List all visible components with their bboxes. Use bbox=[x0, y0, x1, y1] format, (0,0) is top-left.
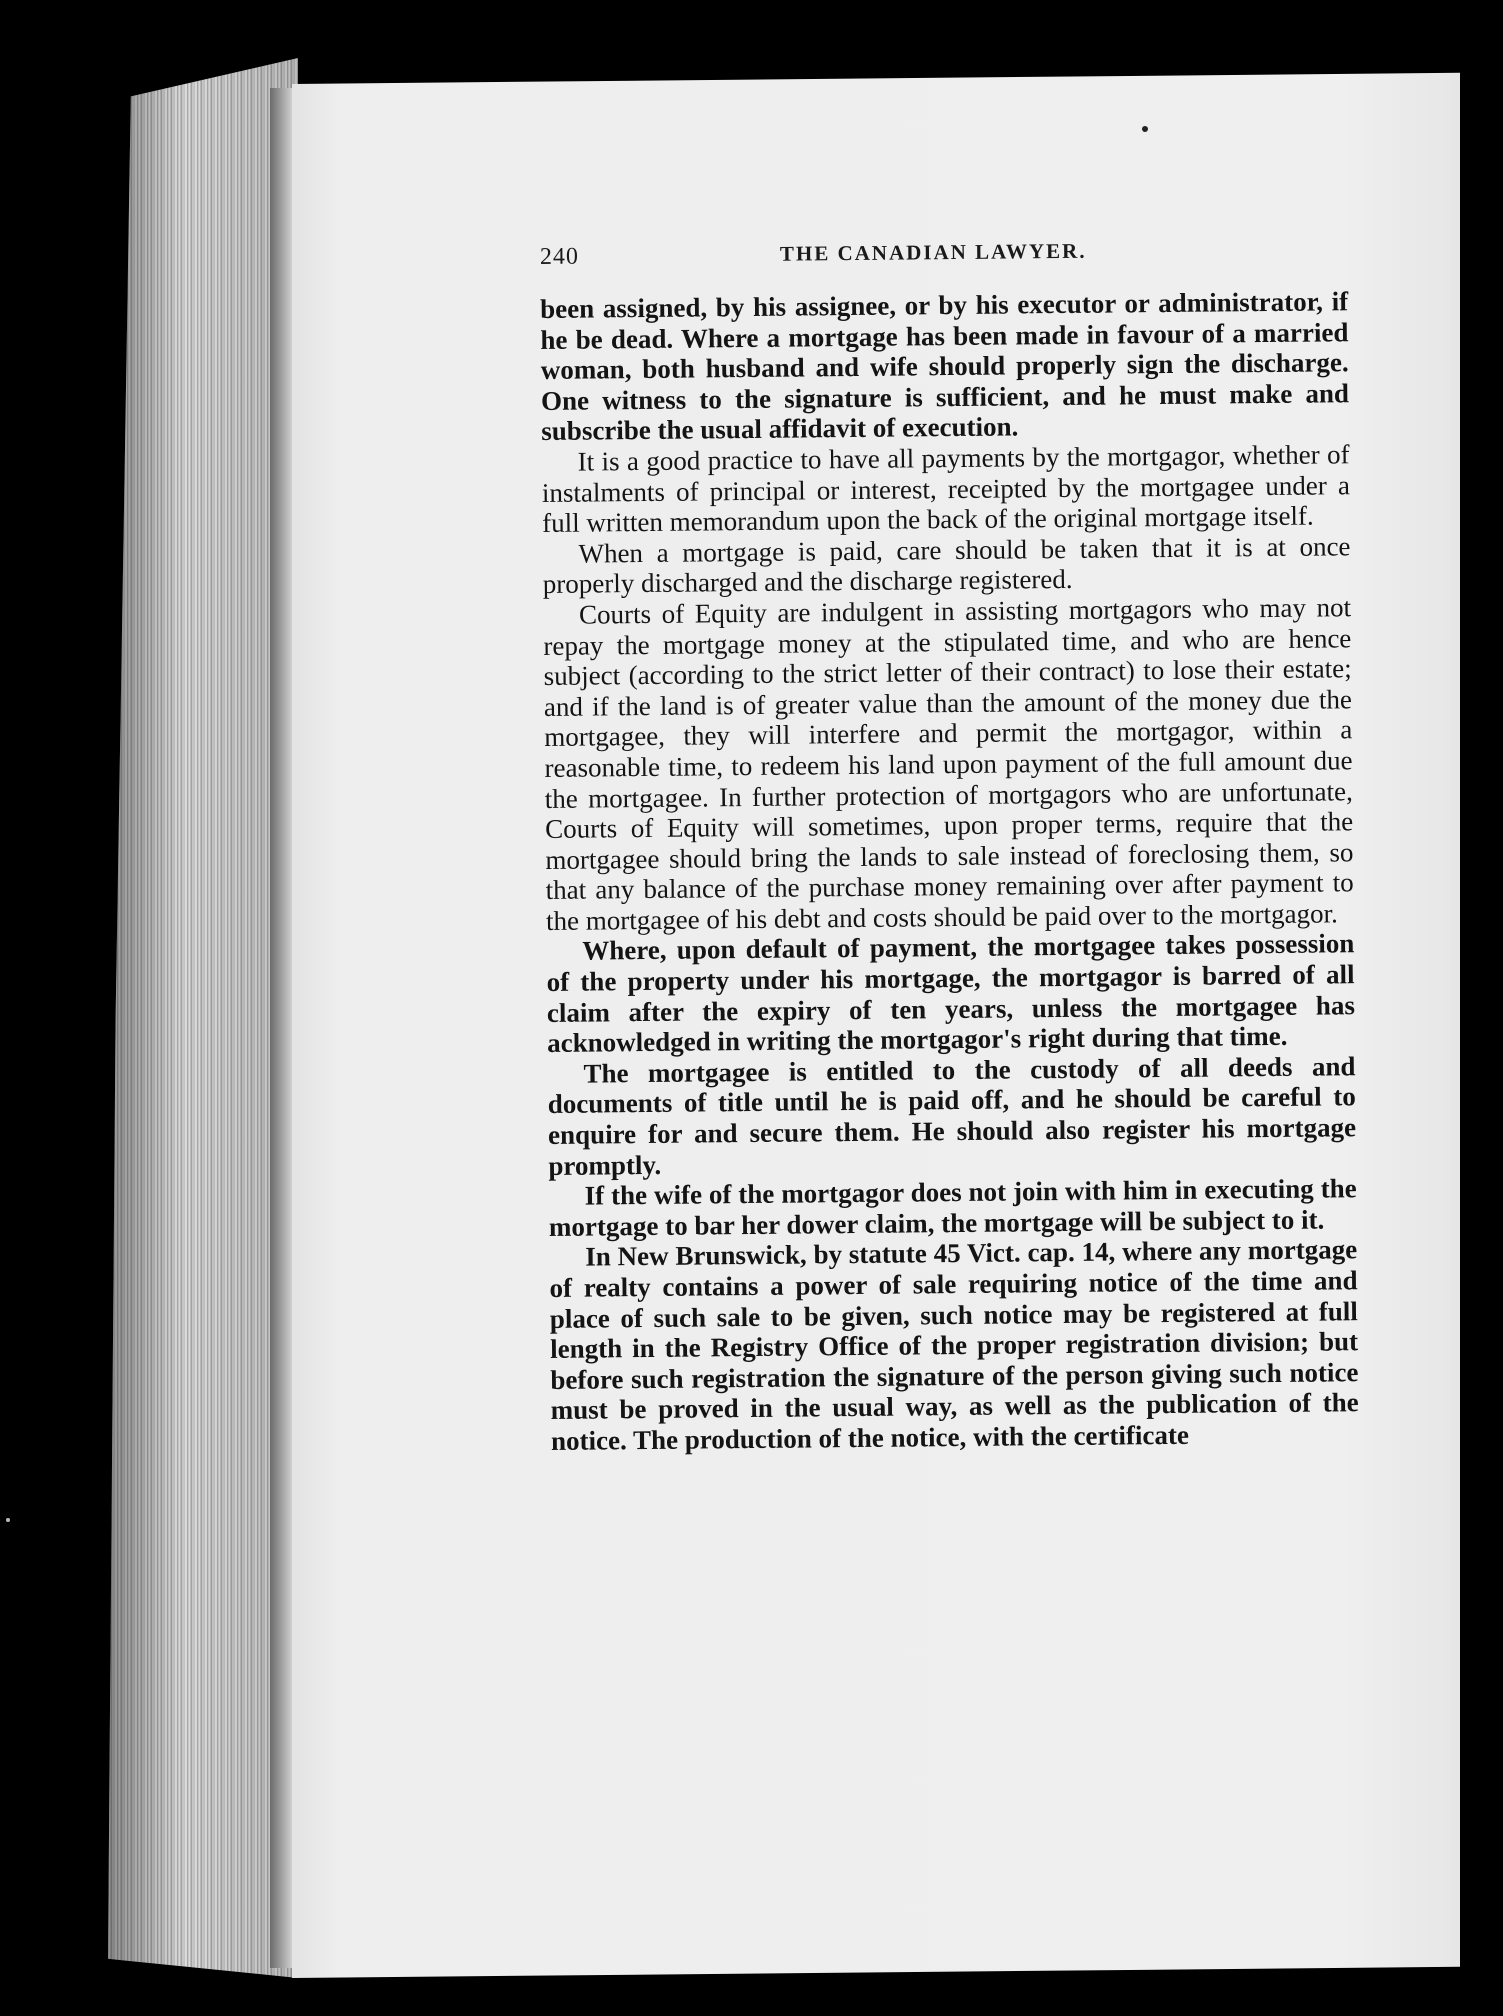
paragraph-1: been assigned, by his assignee, or by his executor or administrator, if he be dead. Where a mortgage has been made in favour of a married woman, both husband and wife should properly sign the discharge. One witness to the signature is sufficient, and he must make and subscribe the usual affidavit of execution. bbox=[540, 286, 1350, 447]
paragraph-6: The mortgagee is entitled to the custody of all deeds and documents of title until he is paid off, and he should be careful to enquire for and secure them. He should also register his mortgage promptly. bbox=[547, 1051, 1357, 1181]
paragraph-2: It is a good practice to have all payments by the mortgagor, whether of instalments of principal or interest, receipted by the mortgagee under a full written memorandum upon the back of the original mortgage itself. bbox=[541, 439, 1351, 539]
page-header bbox=[540, 236, 1340, 284]
paragraph-7: If the wife of the mortgagor does not join with him in executing the mortgage to bar her dower claim, the mortgage will be subject to it. bbox=[548, 1173, 1357, 1242]
ink-speck bbox=[1142, 126, 1148, 132]
scan-speck bbox=[6, 1518, 10, 1522]
paragraph-3: When a mortgage is paid, care should be taken that it is at once properly discharged and the discharge registered. bbox=[542, 530, 1351, 600]
paragraph-8: In New Brunswick, by statute 45 Vict. cap. 14, where any mortgage of realty contains a power of sale requiring notice of the time and place of such sale to be given, such notice may be registered at full length in the Registry Office of the proper registration division; but before such registration the signature of the person giving such notice must be proved in the usual way, as well as the publication of the notice. The production of the notice, with the certificate bbox=[549, 1234, 1359, 1456]
body-text bbox=[540, 286, 1359, 1456]
paragraph-4: Courts of Equity are indulgent in assisting mortgagors who may not repay the mortgage money at the stipulated time, and who are hence subject (according to the strict letter of their contract) to lose their estate; and if the land is of greater value than the amount of the money due the mortgagee, they will interfere and permit the mortgagor, within a reasonable time, to redeem his land upon payment of the full amount due the mortgagee. In further protection of mortgagors who are unfortunate, Courts of Equity will sometimes, upon proper terms, require that the mortgagee should bring the lands to sale instead of foreclosing them, so that any balance of the purchase money remaining over after payment to the mortgagee of his debt and costs should be paid over to the mortgagor. bbox=[543, 592, 1354, 936]
running-head: THE CANADIAN LAWYER. bbox=[779, 238, 1087, 266]
paragraph-5: Where, upon default of payment, the mortgagee takes possession of the property under his mortgage, the mortgagor is barred of all claim after the expiry of ten years, unless the mortgagee has acknowledged in writing the mortgagor's right during that time. bbox=[546, 928, 1356, 1059]
page-number: 240 bbox=[539, 243, 580, 270]
